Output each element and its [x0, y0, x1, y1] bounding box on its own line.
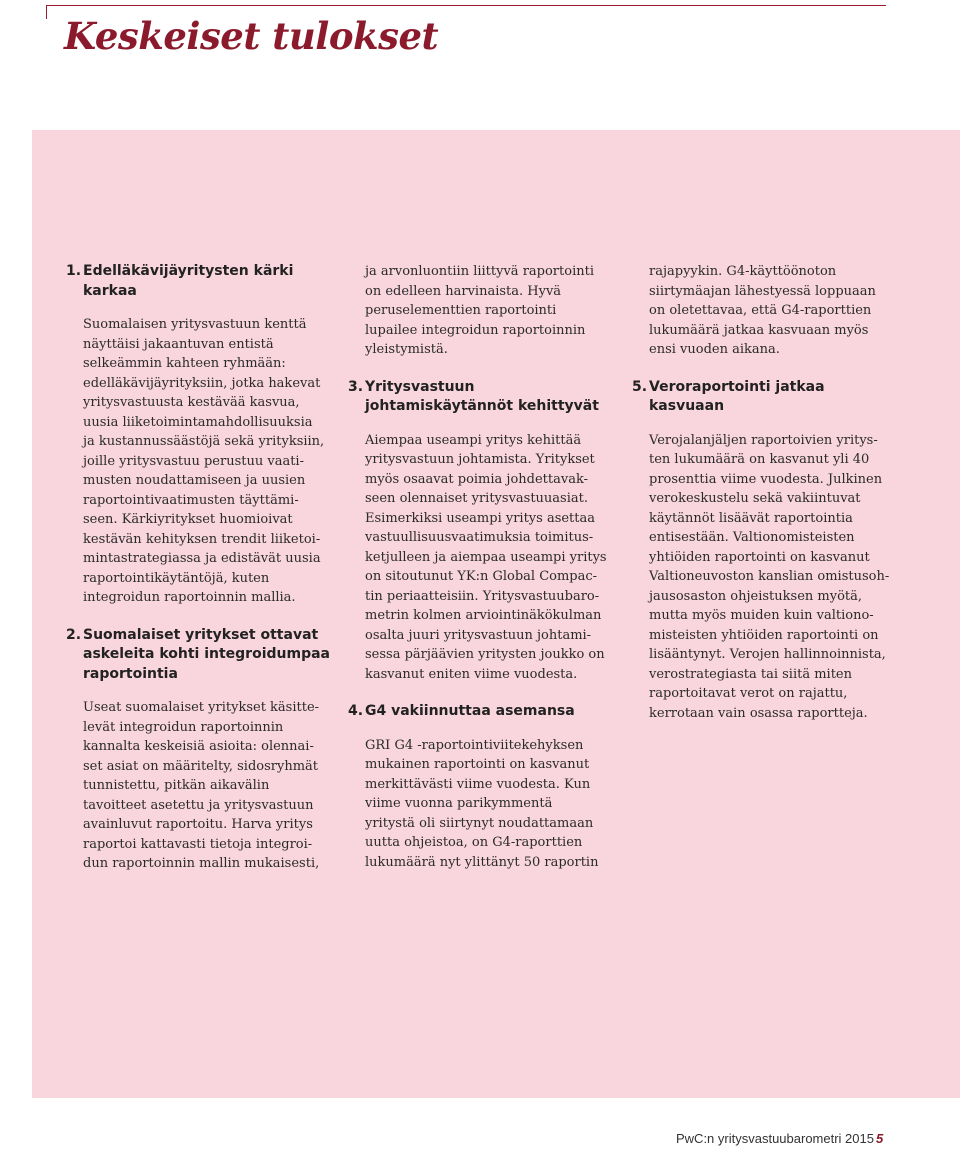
body-line: seen. Kärkiyritykset huomioivat: [83, 512, 293, 527]
body-line: musten noudattamiseen ja uusien: [83, 473, 306, 488]
body-line: Verojalanjäljen raportoivien yritys-: [649, 432, 878, 448]
body-line: näyttäisi jakaantuvan entistä: [83, 336, 274, 352]
body-line: uutta ohjeistoa, on G4-raporttien: [365, 835, 583, 850]
section-2-title-line: Suomalaiset yritykset ottavat: [83, 626, 319, 643]
section-1-title-line: Edelläkävijäyritysten kärki: [83, 263, 294, 279]
body-line: ketjulleen ja aiempaa useampi yritys: [365, 549, 607, 565]
body-line: kannalta keskeisiä asioita: olennai-: [83, 739, 314, 754]
footer-publication: PwC:n yritysvastuubarometri 2015: [676, 1131, 874, 1146]
body-line: levät integroidun raportoinnin: [83, 719, 284, 735]
body-line: raportointivaatimusten täyttämi-: [83, 492, 299, 508]
page-title: Keskeiset tulokset: [64, 14, 439, 58]
section-1-title-line: karkaa: [83, 282, 137, 299]
body-line: on sitoutunut YK:n Global Compac-: [365, 569, 598, 584]
body-line: kasvanut eniten viime vuodesta.: [365, 666, 578, 682]
section-3-title-line: johtamiskäytännöt kehittyvät: [365, 398, 599, 414]
body-line: yleistymistä.: [365, 342, 448, 357]
body-line: rajapyykin. G4-käyttöönoton: [649, 264, 837, 279]
section-2-body: [83, 698, 338, 874]
section-2-title: [83, 626, 338, 685]
body-line: lukumäärä jatkaa kasvuaan myös: [649, 322, 869, 338]
body-line: mutta myös muiden kuin valtiono-: [649, 608, 874, 623]
body-line: integroidun raportoinnin mallia.: [83, 590, 296, 605]
body-line: kerrotaan vain osassa raportteja.: [649, 705, 868, 721]
body-line: yritysvastuusta kestävää kasvua,: [83, 395, 300, 410]
body-line: set asiat on määritelty, sidosryhmät: [83, 758, 319, 774]
column-3: [632, 262, 904, 741]
body-line: siirtymäajan lähestyessä loppuaan: [649, 283, 876, 299]
body-line: Useat suomalaiset yritykset käsitte-: [83, 700, 320, 715]
body-line: mukainen raportointi on kasvanut: [365, 757, 590, 772]
section-3-title-line: Yritysvastuun: [365, 378, 475, 395]
section-1-number: 1.: [66, 263, 82, 279]
section-4-title: [365, 702, 620, 722]
body-line: yhtiöiden raportointi on kasvanut: [649, 549, 870, 565]
body-line: yritystä oli siirtynyt noudattamaan: [365, 815, 594, 831]
body-line: ensi vuoden aikana.: [649, 342, 780, 357]
body-line: on oletettavaa, että G4-raporttien: [649, 303, 872, 318]
section-1-body: [83, 315, 338, 608]
section-3-number: 3.: [348, 378, 364, 395]
body-line: kestävän kehityksen trendit liiketoi-: [83, 531, 321, 547]
body-line: mintastrategiassa ja edistävät uusia: [83, 551, 321, 566]
body-line: peruselementtien raportointi: [365, 303, 557, 318]
section-1-heading: [66, 262, 338, 301]
body-line: verostrategiasta tai siitä miten: [649, 666, 852, 682]
section-2-title-line: askeleita kohti integroidumpaa: [83, 646, 330, 662]
section-1-title: [83, 262, 338, 301]
body-line: ja arvonluontiin liittyvä raportointi: [365, 264, 594, 279]
section-2-heading: [66, 626, 338, 685]
body-line: osalta juuri yritysvastuun johtami-: [365, 627, 592, 643]
section-5-heading: [632, 378, 904, 417]
body-line: edelläkävijäyrityksiin, jotka hakevat: [83, 375, 321, 391]
body-line: selkeämmin kahteen ryhmään:: [83, 356, 286, 371]
body-line: dun raportoinnin mallin mukaisesti,: [83, 856, 320, 871]
section-4-number: 4.: [348, 703, 364, 719]
body-line: misteisten yhtiöiden raportointi on: [649, 627, 879, 643]
body-line: on edelleen harvinaista. Hyvä: [365, 283, 562, 299]
header-rule-vertical: [46, 5, 47, 19]
body-line: avainluvut raportoitu. Harva yritys: [83, 817, 313, 832]
section-4-body-continued: [649, 262, 904, 360]
body-line: tin periaatteisiin. Yritysvastuubaro-: [365, 588, 600, 604]
body-line: joille yritysvastuu perustuu vaati-: [83, 453, 304, 469]
section-5-number: 5.: [632, 378, 648, 395]
body-line: viime vuonna parikymmentä: [365, 796, 553, 811]
section-2-number: 2.: [66, 626, 82, 643]
body-line: GRI G4 -raportointiviitekehyksen: [365, 737, 584, 753]
section-3-title: [365, 378, 620, 417]
body-line: verokeskustelu sekä vakiintuvat: [649, 491, 861, 506]
body-line: raportoitavat verot on rajattu,: [649, 686, 848, 701]
body-line: raportointikäytäntöjä, kuten: [83, 570, 270, 586]
section-5-title-line: kasvuaan: [649, 398, 725, 414]
section-3-body: [365, 431, 620, 685]
body-line: Aiempaa useampi yritys kehittää: [365, 432, 582, 448]
section-2-title-line: raportointia: [83, 665, 178, 682]
page-number: 5: [876, 1131, 884, 1146]
body-line: seen olennaiset yritysvastuuasiat.: [365, 491, 588, 506]
body-line: raportoi kattavasti tietoja integroi-: [83, 836, 313, 852]
body-line: vastuullisuusvaatimuksia toimitus-: [365, 530, 594, 545]
column-2: [348, 262, 620, 890]
body-line: Valtioneuvoston kanslian omistusoh-: [649, 569, 890, 584]
section-5-title-line: Veroraportointi jatkaa: [649, 378, 825, 395]
body-line: lukumäärä nyt ylittänyt 50 raportin: [365, 854, 599, 870]
body-line: tunnistettu, pitkän aikavälin: [83, 778, 270, 793]
section-4-heading: [348, 702, 620, 722]
body-line: metrin kolmen arviointinäkökulman: [365, 608, 602, 623]
body-line: entisestään. Valtionomisteisten: [649, 530, 855, 545]
body-line: Esimerkiksi useampi yritys asettaa: [365, 510, 596, 526]
section-5-body: [649, 431, 904, 724]
body-line: ten lukumäärä on kasvanut yli 40: [649, 452, 870, 467]
body-line: sessa pärjäävien yritysten joukko on: [365, 647, 605, 662]
body-line: merkittävästi viime vuodesta. Kun: [365, 776, 591, 792]
body-line: tavoitteet asetettu ja yritysvastuun: [83, 797, 314, 813]
body-line: käytännöt lisäävät raportointia: [649, 510, 853, 526]
body-line: prosenttia viime vuodesta. Julkinen: [649, 471, 883, 487]
section-5-title: [649, 378, 904, 417]
body-line: lisääntynyt. Verojen hallinnoinnista,: [649, 647, 886, 662]
body-line: yritysvastuun johtamista. Yritykset: [365, 452, 595, 467]
header-rule: [46, 5, 886, 6]
body-line: uusia liiketoimintamahdollisuuksia: [83, 414, 313, 430]
body-line: lupailee integroidun raportoinnin: [365, 322, 586, 338]
body-line: myös osaavat poimia johdettavak-: [365, 471, 589, 487]
body-line: ja kustannussäästöjä sekä yrityksiin,: [83, 434, 325, 449]
body-line: Suomalaisen yritysvastuun kenttä: [83, 317, 307, 332]
column-1: [66, 262, 338, 892]
section-4-body: [365, 736, 620, 873]
section-2-body-continued: [365, 262, 620, 360]
section-3-heading: [348, 378, 620, 417]
body-line: jausosaston ohjeistuksen myötä,: [649, 588, 863, 604]
section-4-title-line: G4 vakiinnuttaa asemansa: [365, 703, 575, 719]
